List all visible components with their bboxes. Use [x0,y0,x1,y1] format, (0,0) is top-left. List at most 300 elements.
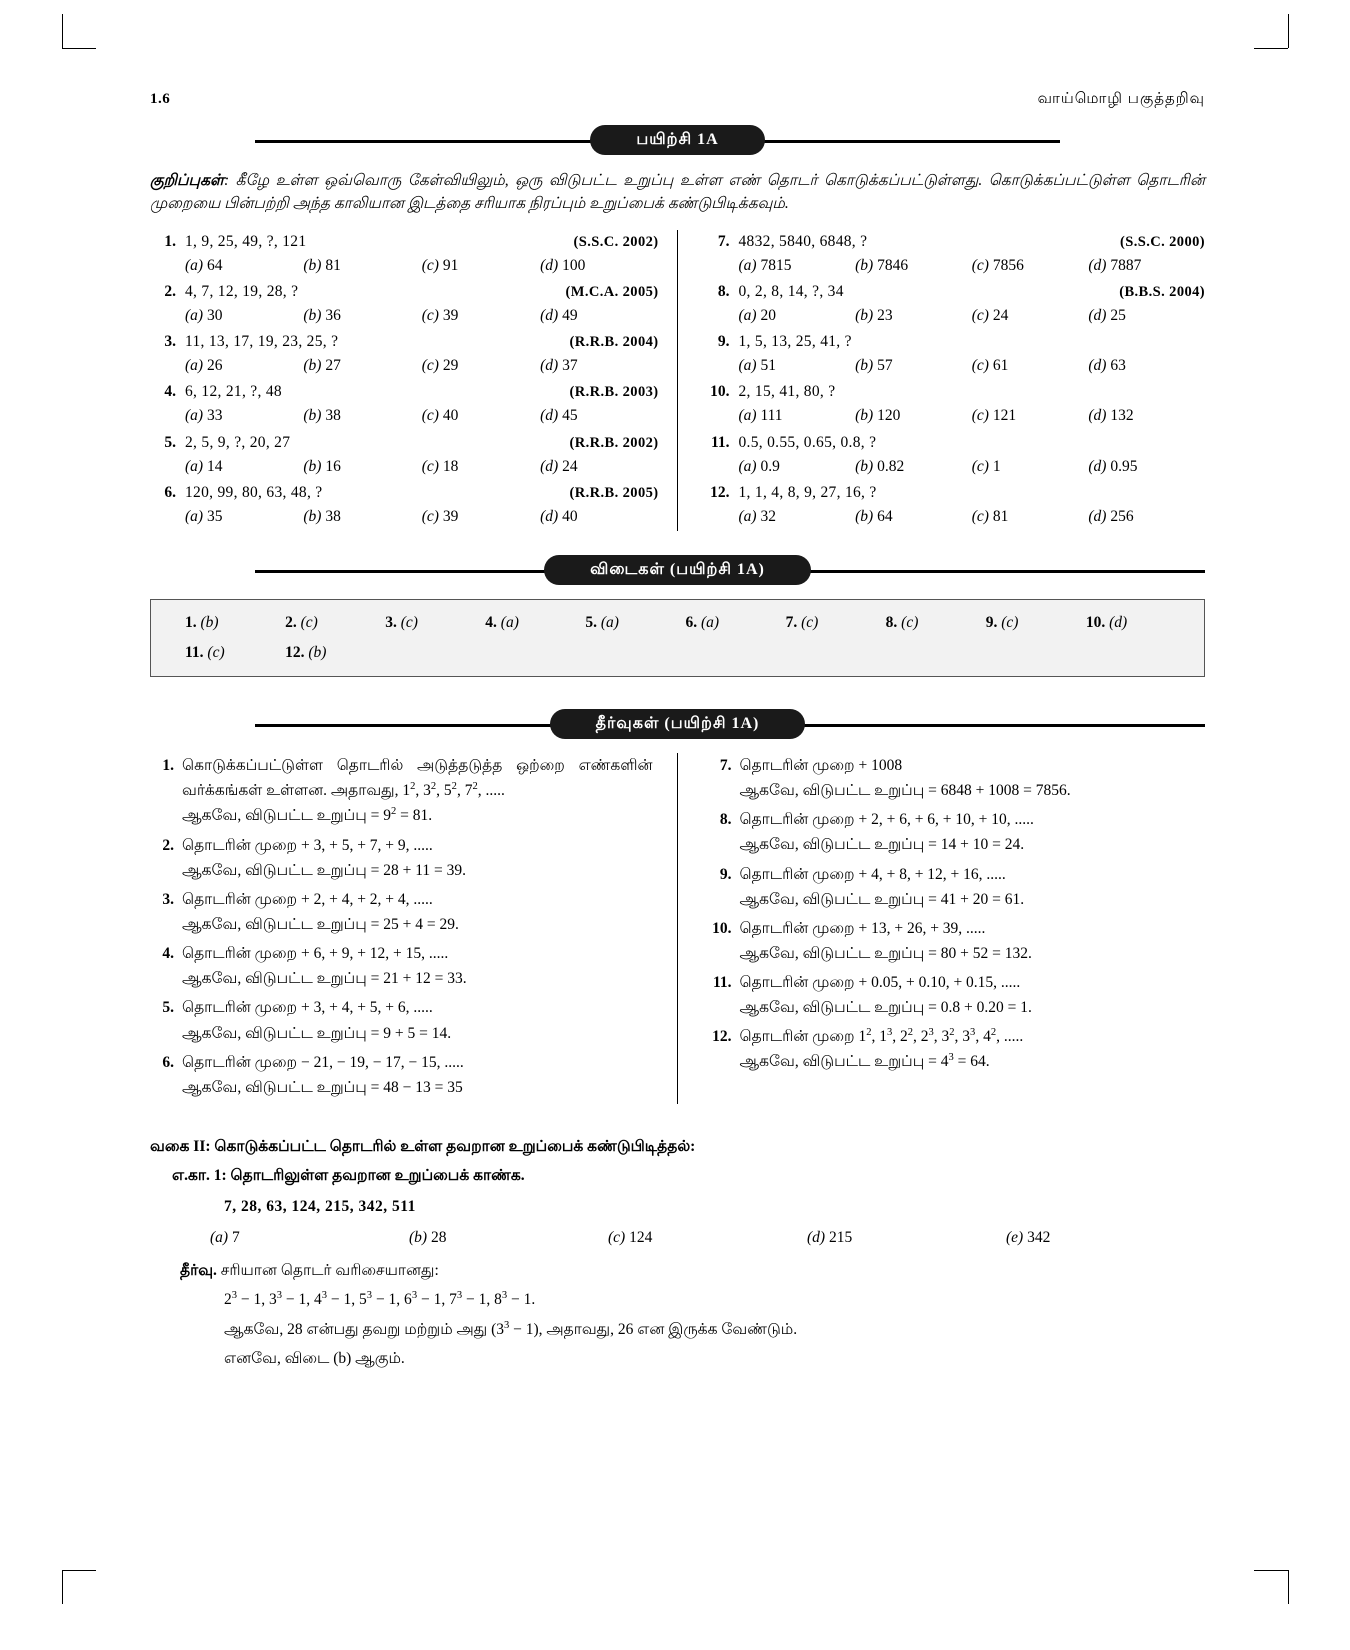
answer-cell [886,614,986,632]
answer-cell [986,614,1086,632]
option-b[interactable] [855,304,972,327]
question-item [704,230,1206,277]
answers-row [185,614,1186,632]
option-value: 40 [442,407,459,425]
option-value: 49 [562,306,578,324]
option-letter: (c) [971,357,989,375]
option-letter: (a) [185,457,204,475]
option-value: 57 [877,357,893,375]
question-item [150,380,659,427]
question-sequence: 1, 5, 13, 25, 41, ? [738,333,852,351]
option-letter: (d) [540,507,559,525]
option-value: 1 [992,457,1001,475]
answer-number: 2. [285,614,297,632]
page-number: 1.6 [150,91,171,107]
question-source: (B.B.S. 2004) [1119,283,1205,300]
solution-number: 6. [162,1053,174,1071]
question-number: 2. [164,282,176,300]
option-c[interactable] [422,455,540,478]
solution-number: 12. [712,1028,732,1046]
option-value: 256 [1110,507,1134,525]
option-letter: (c) [421,457,439,475]
solution-item [150,753,653,829]
answers-box [150,599,1205,677]
solution-number: 4. [162,945,174,963]
option-letter: (c) [971,256,989,274]
solution-line-2: ஆகவே, விடுபட்ட உறுப்பு = 6848 + 1008 = 7856. [739,782,1071,800]
option-letter: (c) [608,1229,626,1247]
option-d[interactable] [540,505,658,528]
crop-mark [62,48,96,49]
option-value: 39 [442,306,459,324]
solution-line-1: தொடரின் முறை + 1008 [739,757,903,775]
option-value: 39 [442,507,459,525]
option-letter: (b) [303,507,322,525]
option-c[interactable] [972,404,1089,427]
answer-cell [285,644,385,662]
option-letter: (a) [738,507,757,525]
option-letter: (c) [971,407,989,425]
option-a[interactable] [739,404,856,427]
option-letter: (c) [971,457,989,475]
example-options [150,1225,1205,1250]
option-letter: (b) [303,306,322,324]
crop-mark [1254,1570,1288,1571]
type-2-section [150,1134,1205,1371]
option-b[interactable] [855,404,972,427]
option-letter: (b) [303,256,322,274]
option-letter: (d) [807,1229,826,1247]
option-value: 32 [760,507,776,525]
solution-item [708,970,1206,1020]
instructions-label: குறிப்புகள் [150,172,224,189]
question-source: (R.R.B. 2003) [569,384,659,401]
option-letter: (b) [855,256,874,274]
option-value: 0.9 [760,457,780,475]
solution-item [708,916,1206,966]
question-sequence: 4832, 5840, 6848, ? [738,232,868,250]
option-value: 64 [877,507,893,525]
question-sequence: 1, 1, 4, 8, 9, 27, 16, ? [738,483,877,501]
option-a[interactable] [185,254,303,277]
crop-mark [1254,48,1288,49]
option-letter: (d) [540,357,559,375]
option-value: 0.95 [1110,457,1138,475]
solution-line-1: தொடரின் முறை + 3, + 5, + 7, + 9, ..... [182,836,433,854]
answer-value: (c) [901,614,919,632]
option-a[interactable] [739,455,856,478]
option-letter: (b) [855,306,874,324]
question-item [150,330,659,377]
option-value: 81 [325,256,341,274]
option-value: 24 [562,457,578,475]
option-a[interactable] [185,404,303,427]
answer-cell [585,614,685,632]
option-letter: (d) [1088,256,1107,274]
question-sequence: 6, 12, 21, ?, 48 [185,383,282,401]
question-sequence: 0, 2, 8, 14, ?, 34 [738,282,844,300]
option-letter: (b) [303,357,322,375]
example-solution-head [150,1258,1205,1283]
option-letter: (a) [738,357,757,375]
option-value: 27 [325,357,341,375]
crop-mark [1288,1570,1289,1604]
option-letter: (d) [540,407,559,425]
question-sequence: 11, 13, 17, 19, 23, 25, ? [185,333,339,351]
option-letter: (d) [540,256,559,274]
answers-row [185,644,1186,662]
solution-number: 10. [712,919,732,937]
option-letter: (b) [855,407,874,425]
option-value: 132 [1110,407,1134,425]
option-value: 40 [562,507,578,525]
option-c[interactable] [422,505,540,528]
option-d[interactable] [1088,304,1205,327]
option-value: 120 [877,407,901,425]
answers-banner-label: விடைகள் (பயிற்சி 1A) [544,555,811,585]
answer-value: (a) [600,614,619,632]
option-b[interactable] [855,455,972,478]
solution-line-1: தொடரின் முறை − 21, − 19, − 17, − 15, ..... [182,1053,464,1071]
solution-line-2: ஆகவே, விடுபட்ட உறுப்பு = 9 + 5 = 14. [182,1024,452,1042]
running-title: வாய்மொழி பகுத்தறிவு [1037,91,1205,107]
option-value: 124 [629,1229,653,1247]
question-item [704,330,1206,377]
option-letter: (d) [540,306,559,324]
solution-item [150,1050,653,1100]
answer-value: (c) [400,614,418,632]
solution-number: 5. [162,999,174,1017]
option-a[interactable] [185,505,303,528]
solution-line-1: தொடரின் முறை + 3, + 4, + 5, + 6, ..... [182,999,433,1017]
option-value: 14 [206,457,223,475]
question-source: (M.C.A. 2005) [565,283,659,300]
answer-number: 5. [585,614,597,632]
answer-cell [185,644,285,662]
option-letter: (c) [971,306,989,324]
question-number: 11. [710,433,730,451]
option-letter: (b) [855,357,874,375]
option-letter: (d) [1088,407,1107,425]
option-letter: (d) [1088,306,1107,324]
solutions-column-right [678,753,1206,1104]
option-value: 38 [325,407,341,425]
answer-number: 12. [285,644,305,662]
question-sequence: 1, 9, 25, 49, ?, 121 [185,232,307,250]
answer-value: (a) [700,614,720,632]
question-number: 1. [164,232,176,250]
option-letter: (c) [421,357,439,375]
option-b[interactable] [409,1225,608,1250]
answer-number: 9. [985,614,998,632]
question-number: 12. [710,483,730,501]
question-sequence: 120, 99, 80, 63, 48, ? [185,483,323,501]
option-value: 23 [877,306,893,324]
solutions-banner [150,709,1205,739]
option-c[interactable] [422,404,540,427]
option-a[interactable] [185,455,303,478]
option-value: 0.82 [877,457,905,475]
exercise-banner-label: பயிற்சி 1A [590,125,764,155]
option-value: 25 [1110,306,1126,324]
answer-value: (b) [200,614,219,632]
option-letter: (c) [971,507,989,525]
solution-line-2: ஆகவே, விடுபட்ட உறுப்பு = $4^3 = 64$. [739,1052,990,1071]
answer-value: (c) [1001,614,1019,632]
answer-cell [685,614,785,632]
solution-line-2: ஆகவே, விடுபட்ட உறுப்பு = 48 − 13 = 35 [182,1078,463,1096]
option-c[interactable] [972,455,1089,478]
answer-number: 6. [685,614,698,632]
solution-number: 2. [162,836,174,854]
question-sequence: 2, 5, 9, ?, 20, 27 [185,433,291,451]
option-value: 100 [562,256,586,274]
solution-line-1: தொடரின் முறை + 0.05, + 0.10, + 0.15, ..... [739,973,1021,991]
option-c[interactable] [422,254,540,277]
option-a[interactable] [739,354,856,377]
option-value: 7815 [760,256,792,274]
answer-value: (d) [1109,614,1128,632]
option-b[interactable] [303,354,421,377]
option-value: 61 [992,357,1009,375]
option-value: 26 [206,357,223,375]
option-c[interactable] [422,304,540,327]
option-value: 38 [325,507,341,525]
option-value: 29 [442,357,459,375]
question-item [704,280,1206,327]
option-value: 16 [325,457,341,475]
question-source: (R.R.B. 2005) [569,484,659,501]
question-number: 7. [717,232,730,250]
answer-number: 1. [185,614,197,632]
answer-cell [385,614,485,632]
instructions-text: : கீழே உள்ள ஒவ்வொரு கேள்வியிலும், ஒரு விடுபட்ட உறுப்பு உள்ள எண் தொடர் கொடுக்கப்பட்டுள்ளது. கொடுக்கப்பட்டுள்ள தொடரின் முறையை பின்பற்றி அந்த காலியான இடத்தை சரியாக நிரப்பும் உறுப்பைக் கண்டுபிடிக்கவும். [150,172,1205,213]
option-value: 215 [828,1229,853,1247]
question-number: 9. [717,333,730,351]
option-c[interactable] [972,304,1089,327]
question-number: 4. [164,383,176,401]
solution-line-1: கொடுக்கப்பட்டுள்ள தொடரில் அடுத்தடுத்த ஒற்றை எண்களின் வர்க்கங்கள் உள்ளன. அதாவது, $1^2$, $3^2$, $5^2$, $7^2$, ..... [182,757,653,800]
option-c[interactable] [422,354,540,377]
solution-line-2: ஆகவே, விடுபட்ட உறுப்பு = 25 + 4 = 29. [182,916,459,934]
option-value: 18 [442,457,459,475]
solution-intro: சரியான தொடர் வரிசையானது: [220,1262,439,1280]
option-letter: (a) [185,407,204,425]
solution-line-2: ஆகவே, விடுபட்ட உறுப்பு = 80 + 52 = 132. [739,944,1032,962]
answer-cell [185,614,285,632]
option-a[interactable] [739,505,856,528]
option-d[interactable] [540,354,658,377]
answer-cell [786,614,886,632]
answer-value: (b) [308,644,327,662]
option-letter: (a) [738,407,757,425]
page-header [150,90,1205,109]
option-letter: (a) [185,507,204,525]
option-b[interactable] [855,254,972,277]
solution-line-2: ஆகவே, விடுபட்ட உறுப்பு = 28 + 11 = 39. [182,861,467,879]
answer-number: 11. [185,644,204,662]
option-value: 30 [206,306,223,324]
option-letter: (b) [303,407,322,425]
solutions-banner-label: தீர்வுகள் (பயிற்சி 1A) [550,709,806,739]
option-a[interactable] [739,304,856,327]
answer-value: (c) [207,644,225,662]
option-b[interactable] [303,404,421,427]
option-c[interactable] [972,505,1089,528]
answer-number: 4. [485,614,497,632]
solution-number: 7. [719,757,732,775]
option-value: 36 [325,306,341,324]
option-b[interactable] [855,505,972,528]
solution-line-2: ஆகவே, விடுபட்ட உறுப்பு = 41 + 20 = 61. [739,890,1025,908]
solution-item [150,995,653,1045]
question-sequence: 2, 15, 41, 80, ? [738,383,836,401]
option-d[interactable] [540,455,658,478]
option-c[interactable] [972,254,1089,277]
answer-number: 7. [785,614,798,632]
answers-banner [150,555,1205,585]
question-item [704,431,1206,478]
option-letter: (a) [210,1229,229,1247]
question-item [150,481,659,528]
option-letter: (d) [1088,457,1107,475]
option-b[interactable] [303,304,421,327]
solution-line-1: தொடரின் முறை + 13, + 26, + 39, ..... [739,919,986,937]
option-a[interactable] [185,354,303,377]
option-d[interactable] [807,1225,1006,1250]
solution-line-2: ஆகவே, விடுபட்ட உறுப்பு = 14 + 10 = 24. [739,836,1025,854]
option-d[interactable] [1088,254,1205,277]
solution-item [150,833,653,883]
crop-mark [62,1570,63,1604]
option-letter: (c) [421,256,439,274]
option-b[interactable] [855,354,972,377]
option-c[interactable] [608,1225,807,1250]
question-source: (R.R.B. 2004) [569,334,659,351]
option-value: 7856 [992,256,1024,274]
question-item [704,481,1206,528]
solution-item [708,807,1206,857]
solution-conclusion: எனவே, விடை (b) ஆகும். [224,1349,405,1367]
option-value: 63 [1110,357,1126,375]
answer-value: (a) [500,614,519,632]
type-2-heading: வகை II: கொடுக்கப்பட்ட தொடரில் உள்ள தவறான உறுப்பைக் கண்டுபிடித்தல்: [150,1137,696,1155]
option-b[interactable] [303,254,421,277]
question-number: 5. [164,433,176,451]
crop-mark [1288,14,1289,48]
instructions [150,169,1205,216]
question-number: 8. [717,282,730,300]
solution-line-1: தொடரின் முறை $1^2$, $1^3$, $2^2$, $2^3$, $3^2$, $3^3$, $4^2$, ..... [739,1027,1024,1046]
question-source: (S.S.C. 2002) [573,233,659,250]
option-a[interactable] [210,1225,409,1250]
question-item [150,230,659,277]
solution-number: 9. [719,865,732,883]
example-line [150,1163,1205,1188]
option-letter: (a) [185,256,204,274]
option-letter: (a) [185,357,204,375]
option-value: 81 [992,507,1009,525]
option-letter: (c) [421,306,439,324]
option-a[interactable] [185,304,303,327]
option-value: 64 [206,256,223,274]
option-d[interactable] [1088,455,1205,478]
solution-item [708,1024,1206,1075]
solution-line-2: ஆகவே, விடுபட்ட உறுப்பு = 21 + 12 = 33. [182,970,467,988]
solution-line-1: தொடரின் முறை + 4, + 8, + 12, + 16, ..... [739,865,1006,883]
option-a[interactable] [739,254,856,277]
option-value: 111 [760,407,783,425]
exercise-banner [150,125,1205,155]
crop-mark [62,14,63,48]
option-letter: (e) [1006,1229,1024,1247]
solution-item [150,887,653,937]
option-d[interactable] [540,404,658,427]
option-letter: (a) [738,306,757,324]
solution-series: $2^3 - 1$, $3^3 - 1$, $4^3 - 1$, $5^3 - 1$, $6^3 - 1$, $7^3 - 1$, $8^3 - 1$. [224,1290,536,1309]
solution-number: 3. [162,890,174,908]
questions-column-left [150,230,678,532]
solution-label: தீர்வு. [180,1262,217,1280]
solution-line-1: தொடரின் முறை + 2, + 4, + 2, + 4, ..... [182,890,433,908]
answer-cell [285,614,385,632]
answer-cell [1086,614,1186,632]
question-source: (S.S.C. 2000) [1120,233,1205,250]
option-value: 7 [231,1229,240,1247]
option-letter: (d) [540,457,559,475]
option-letter: (d) [1088,357,1107,375]
option-letter: (d) [1088,507,1107,525]
answer-value: (c) [801,614,819,632]
question-number: 10. [710,383,730,401]
answer-number: 10. [1085,614,1106,632]
answer-number: 3. [385,614,397,632]
solution-line-1: தொடரின் முறை + 2, + 6, + 6, + 10, + 10, ..... [739,811,1034,829]
solution-line-1: தொடரின் முறை + 6, + 9, + 12, + 15, ..... [182,945,449,963]
questions-column-right [678,230,1206,532]
option-d[interactable] [540,304,658,327]
question-item [704,380,1206,427]
option-letter: (a) [738,256,757,274]
question-sequence: 0.5, 0.55, 0.65, 0.8, ? [738,433,877,451]
option-letter: (c) [421,507,439,525]
question-source: (R.R.B. 2002) [569,434,659,451]
solution-number: 8. [719,811,732,829]
option-d[interactable] [1088,404,1205,427]
option-value: 33 [206,407,223,425]
option-value: 121 [992,407,1017,425]
option-c[interactable] [972,354,1089,377]
option-d[interactable] [540,254,658,277]
solution-number: 11. [712,973,732,991]
solution-item [708,753,1206,803]
option-b[interactable] [303,505,421,528]
solution-number: 1. [162,757,174,775]
solution-line-2: ஆகவே, விடுபட்ட உறுப்பு = $9^2 = 81$. [182,806,433,825]
option-d[interactable] [1088,505,1205,528]
question-sequence: 4, 7, 12, 19, 28, ? [185,282,299,300]
option-b[interactable] [303,455,421,478]
solution-explain: ஆகவே, 28 என்பது தவறு மற்றும் அது $(3^3 - 1)$, அதாவது, 26 என இருக்க வேண்டும். [224,1319,798,1338]
question-number: 3. [164,333,176,351]
option-d[interactable] [1088,354,1205,377]
option-e[interactable] [1006,1225,1205,1250]
example-text: தொடரிலுள்ள தவறான உறுப்பைக் காண்க. [230,1166,525,1184]
option-value: 45 [562,407,578,425]
questions-grid [150,230,1205,532]
option-value: 91 [442,256,459,274]
option-value: 342 [1027,1229,1051,1247]
